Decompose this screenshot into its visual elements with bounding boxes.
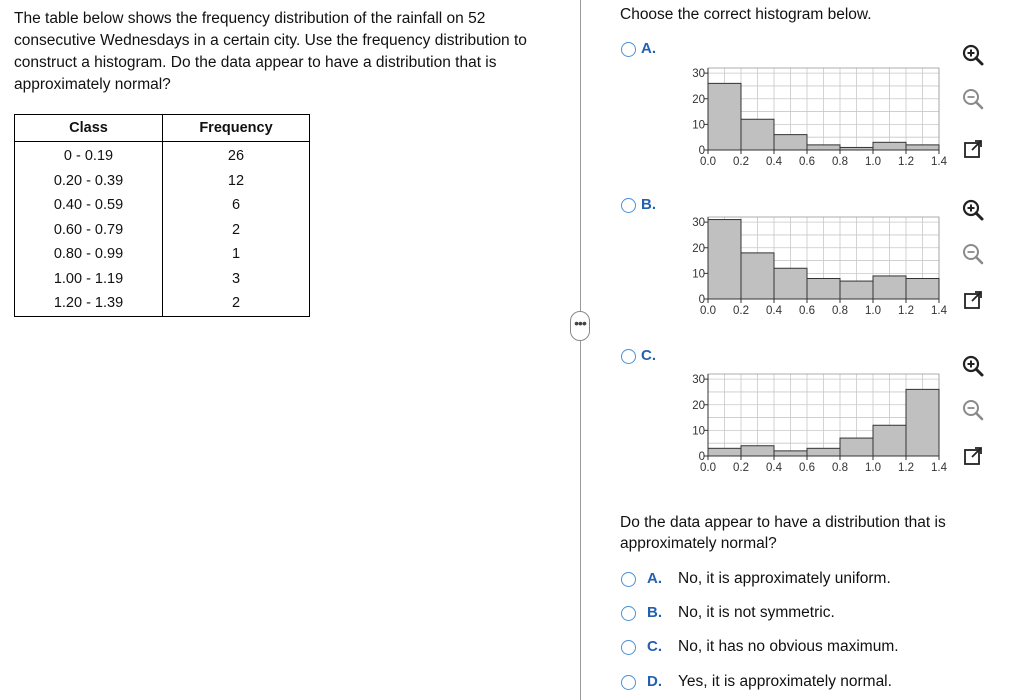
y-tick-label: 30 — [692, 68, 705, 81]
class-cell: 0.20 - 0.39 — [53, 172, 124, 189]
table-row — [15, 193, 310, 218]
table-row — [15, 242, 310, 267]
x-tick-label: 1.4 — [931, 305, 947, 317]
radio-answer-d[interactable] — [621, 675, 636, 690]
popout-icon[interactable] — [960, 443, 986, 469]
histogram-bar — [774, 135, 807, 150]
y-tick-label: 10 — [692, 425, 705, 438]
y-tick-label: 20 — [692, 399, 705, 412]
table-row — [15, 142, 310, 169]
table-header-row — [15, 115, 310, 142]
answer-letter-b: B. — [647, 604, 662, 621]
y-tick-label: 0 — [698, 145, 705, 157]
histogram-bar — [741, 253, 774, 299]
x-tick-label: 0.2 — [733, 462, 749, 474]
x-tick-label: 1.0 — [865, 462, 881, 474]
histogram-bar — [741, 446, 774, 456]
y-tick-label: 30 — [692, 374, 705, 387]
zoom-in-icon[interactable] — [960, 353, 986, 379]
class-cell: 1.20 - 1.39 — [53, 295, 124, 312]
answer-text-d: Yes, it is approximately normal. — [678, 673, 892, 690]
x-tick-label: 0.2 — [733, 305, 749, 317]
x-tick-label: 1.2 — [898, 305, 914, 317]
x-tick-label: 1.2 — [898, 462, 914, 474]
x-tick-label: 0.6 — [799, 462, 815, 474]
histogram-bar — [708, 220, 741, 299]
x-tick-label: 1.0 — [865, 156, 881, 168]
histogram-bar — [807, 448, 840, 456]
histogram-bar — [873, 142, 906, 150]
histogram-bar — [741, 119, 774, 150]
frequency-cell: 2 — [163, 218, 310, 243]
histogram-bar — [873, 425, 906, 456]
x-tick-label: 0.0 — [700, 305, 716, 317]
x-tick-label: 0.6 — [799, 305, 815, 317]
y-tick-label: 0 — [698, 451, 705, 463]
normality-question: Do the data appear to have a distribution that is approximately normal? — [620, 514, 946, 552]
x-tick-label: 0.4 — [766, 462, 782, 474]
frequency-cell: 12 — [163, 169, 310, 194]
x-tick-label: 0.2 — [733, 156, 749, 168]
table-row — [15, 267, 310, 292]
histogram-bar — [774, 451, 807, 456]
y-tick-label: 0 — [698, 294, 705, 306]
popout-icon[interactable] — [960, 136, 986, 162]
histogram-bar — [840, 438, 873, 456]
x-tick-label: 0.0 — [700, 156, 716, 168]
popout-icon[interactable] — [960, 287, 986, 313]
frequency-table — [14, 114, 310, 317]
class-cell: 0.80 - 0.99 — [53, 246, 124, 263]
divider-drag-handle[interactable]: ••• — [570, 311, 590, 341]
answer-text-b: No, it is not symmetric. — [678, 604, 835, 621]
radio-answer-c[interactable] — [621, 640, 636, 655]
frequency-cell: 3 — [163, 267, 310, 292]
x-tick-label: 0.4 — [766, 156, 782, 168]
radio-histogram-c[interactable] — [621, 349, 636, 364]
histogram-prompt: Choose the correct histogram below. — [620, 6, 872, 23]
frequency-cell: 6 — [163, 193, 310, 218]
radio-answer-b[interactable] — [621, 606, 636, 621]
zoom-in-icon[interactable] — [960, 197, 986, 223]
histogram-bar — [807, 279, 840, 300]
histogram-a — [665, 58, 965, 193]
histogram-bar — [840, 281, 873, 299]
radio-histogram-b[interactable] — [621, 198, 636, 213]
x-tick-label: 0.8 — [832, 156, 848, 168]
x-tick-label: 1.2 — [898, 156, 914, 168]
answer-text-c: No, it has no obvious maximum. — [678, 638, 899, 655]
table-row — [15, 169, 310, 194]
zoom-out-icon[interactable] — [960, 241, 986, 267]
class-cell: 0.60 - 0.79 — [53, 221, 124, 238]
class-cell: 0.40 - 0.59 — [53, 197, 124, 214]
histogram-bar — [774, 268, 807, 299]
histogram-bar — [906, 389, 939, 456]
histogram-c — [665, 364, 965, 499]
histogram-bar — [708, 83, 741, 150]
answer-letter-a: A. — [647, 570, 662, 587]
frequency-cell: 26 — [163, 142, 310, 169]
option-letter-b: B. — [641, 196, 656, 213]
x-tick-label: 0.4 — [766, 305, 782, 317]
radio-histogram-a[interactable] — [621, 42, 636, 57]
y-tick-label: 10 — [692, 119, 705, 132]
histogram-bar — [708, 448, 741, 456]
class-cell: 1.00 - 1.19 — [53, 270, 124, 287]
class-cell: 0 - 0.19 — [63, 148, 114, 165]
y-tick-label: 20 — [692, 93, 705, 106]
x-tick-label: 0.6 — [799, 156, 815, 168]
x-tick-label: 1.4 — [931, 156, 947, 168]
answer-letter-d: D. — [647, 673, 662, 690]
x-tick-label: 0.8 — [832, 462, 848, 474]
histogram-bar — [873, 276, 906, 299]
table-row — [15, 218, 310, 243]
option-letter-c: C. — [641, 347, 656, 364]
question-text: The table below shows the frequency distribution of the rainfall on 52 consecutive Wednesdays in a certain city. Use the frequency distribution to construct a histogram. Do the data appear to have a distribution that is approximately normal? — [14, 10, 527, 93]
histogram-bar — [906, 145, 939, 150]
frequency-cell: 2 — [163, 291, 310, 316]
zoom-out-icon[interactable] — [960, 397, 986, 423]
frequency-cell: 1 — [163, 242, 310, 267]
histogram-b — [665, 207, 965, 342]
panel-divider — [580, 0, 581, 700]
y-tick-label: 10 — [692, 268, 705, 281]
column-header-frequency: Frequency — [163, 115, 310, 142]
x-tick-label: 0.0 — [700, 462, 716, 474]
x-tick-label: 1.0 — [865, 305, 881, 317]
histogram-bar — [906, 279, 939, 300]
x-tick-label: 0.8 — [832, 305, 848, 317]
histogram-bar — [807, 145, 840, 150]
zoom-in-icon[interactable] — [960, 42, 986, 68]
y-tick-label: 30 — [692, 217, 705, 230]
radio-answer-a[interactable] — [621, 572, 636, 587]
answer-letter-c: C. — [647, 638, 662, 655]
option-letter-a: A. — [641, 40, 656, 57]
zoom-out-icon[interactable] — [960, 86, 986, 112]
table-row — [15, 291, 310, 316]
x-tick-label: 1.4 — [931, 462, 947, 474]
column-header-class: Class — [15, 115, 163, 142]
answer-text-a: No, it is approximately uniform. — [678, 570, 891, 587]
y-tick-label: 20 — [692, 242, 705, 255]
